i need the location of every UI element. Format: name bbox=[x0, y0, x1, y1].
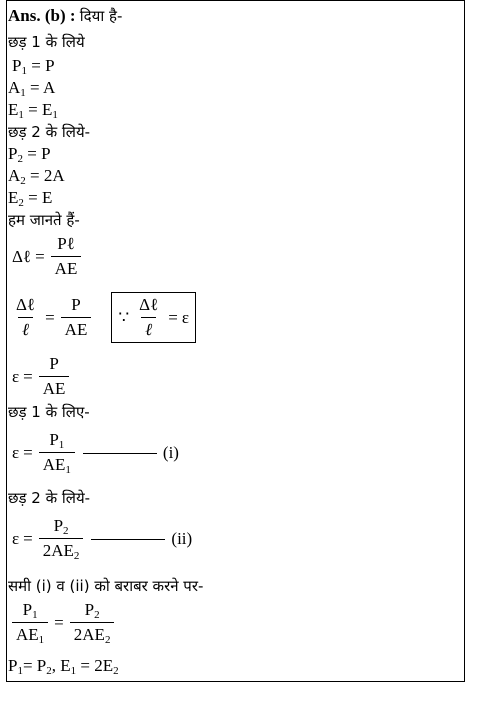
a-symbol: A bbox=[8, 166, 21, 185]
e-symbol: E bbox=[8, 188, 19, 207]
rod2-p-line bbox=[8, 144, 51, 164]
equals: = bbox=[23, 528, 33, 548]
equated-formula bbox=[10, 600, 116, 645]
sub-1: 1 bbox=[58, 439, 65, 451]
rod2-e-line bbox=[8, 188, 52, 208]
strain-formula bbox=[10, 292, 196, 343]
rod1-a-line bbox=[8, 78, 55, 98]
equals: = bbox=[31, 56, 41, 75]
numerator bbox=[50, 516, 73, 538]
sub-2: 2 bbox=[17, 153, 23, 165]
sub-2: 2 bbox=[18, 197, 24, 209]
denominator: ℓ bbox=[141, 317, 156, 340]
equation-label-i: (i) bbox=[162, 442, 179, 462]
rod1-strain-eq bbox=[12, 430, 179, 475]
equals: = bbox=[28, 100, 38, 119]
fraction bbox=[12, 600, 48, 645]
ae-symbol: 2AE bbox=[73, 625, 105, 644]
rod1-p-line bbox=[12, 56, 55, 76]
equals-p: = P bbox=[22, 656, 47, 675]
fraction bbox=[51, 234, 82, 279]
sub-2: 2 bbox=[73, 550, 80, 562]
dash-line bbox=[83, 452, 157, 454]
fraction bbox=[39, 354, 70, 399]
answer-header bbox=[8, 6, 122, 26]
since-symbol: ∵ bbox=[118, 307, 130, 327]
strain-definition-box bbox=[111, 292, 196, 343]
equals: = bbox=[23, 366, 33, 386]
sub-2: 2 bbox=[94, 609, 100, 621]
e-symbol: , E bbox=[51, 656, 71, 675]
dash-line bbox=[91, 538, 165, 540]
ae-symbol: AE bbox=[42, 455, 66, 474]
numerator: Pℓ bbox=[57, 234, 75, 253]
equals: = bbox=[168, 307, 178, 327]
we-know-text: हम जानते हैं- bbox=[8, 211, 80, 229]
sub-2: 2 bbox=[63, 525, 69, 537]
sub-1: 1 bbox=[20, 87, 26, 99]
sub-1: 1 bbox=[32, 609, 38, 621]
fraction bbox=[70, 600, 115, 645]
rod1-for-text: छड़ 1 के लिए- bbox=[8, 403, 90, 421]
denominator: AE bbox=[39, 376, 70, 399]
denominator bbox=[12, 622, 48, 645]
numerator: Δℓ bbox=[139, 295, 159, 314]
epsilon: ε bbox=[181, 307, 189, 327]
sub-2: 2 bbox=[113, 665, 119, 677]
equals: = bbox=[23, 442, 33, 462]
p-symbol: P bbox=[8, 656, 18, 675]
sub-1: 1 bbox=[52, 109, 58, 121]
rod2-for-text: छड़ 2 के लिये- bbox=[8, 489, 91, 507]
rod2-a-line bbox=[8, 166, 65, 186]
epsilon: ε bbox=[12, 528, 20, 548]
p-symbol: P bbox=[12, 56, 22, 75]
final-result bbox=[8, 656, 119, 676]
equation-label-ii: (ii) bbox=[171, 528, 193, 548]
sub-2: 2 bbox=[104, 634, 111, 646]
equals: = bbox=[30, 78, 40, 97]
sub-2: 2 bbox=[20, 175, 26, 187]
p-value: P bbox=[45, 56, 55, 75]
numerator: P bbox=[71, 295, 81, 314]
e-value: E bbox=[41, 188, 53, 207]
p-symbol: P bbox=[84, 600, 95, 619]
fraction bbox=[61, 295, 92, 340]
equals: = bbox=[54, 612, 64, 632]
rod2-strain-eq bbox=[12, 516, 192, 561]
answer-label: Ans. (b) : bbox=[8, 6, 76, 25]
rod1-e-line bbox=[8, 100, 58, 120]
fraction bbox=[39, 430, 75, 475]
ae-symbol: 2AE bbox=[42, 541, 74, 560]
e-symbol: E bbox=[8, 100, 19, 119]
sub-2: 2 bbox=[46, 665, 52, 677]
equate-text: समी (i) व (ii) को बराबर करने पर- bbox=[8, 577, 204, 595]
a-symbol: A bbox=[8, 78, 21, 97]
elongation-formula bbox=[12, 234, 83, 279]
fraction bbox=[12, 295, 39, 340]
p-symbol: P bbox=[8, 144, 18, 163]
p-symbol: P bbox=[22, 600, 33, 619]
p-symbol: P bbox=[49, 430, 59, 449]
e-value: E bbox=[41, 100, 53, 119]
epsilon: ε bbox=[12, 366, 20, 386]
delta-l: Δℓ bbox=[12, 246, 32, 266]
numerator: P bbox=[49, 354, 59, 373]
rod2-heading: छड़ 2 के लिये- bbox=[8, 123, 91, 141]
numerator: Δℓ bbox=[16, 295, 36, 314]
equals: = bbox=[45, 307, 55, 327]
sub-1: 1 bbox=[21, 65, 27, 77]
p-symbol: P bbox=[53, 516, 64, 535]
equals: = bbox=[35, 246, 45, 266]
numerator bbox=[19, 600, 42, 622]
equals: = bbox=[30, 166, 40, 185]
numerator bbox=[81, 600, 104, 622]
equals: = bbox=[27, 144, 37, 163]
numerator bbox=[45, 430, 68, 452]
rod1-heading: छड़ 1 के लिये bbox=[8, 33, 85, 51]
equals: = bbox=[28, 188, 38, 207]
fraction bbox=[39, 516, 84, 561]
a-value: A bbox=[42, 78, 56, 97]
denominator bbox=[39, 452, 75, 475]
p-value: P bbox=[41, 144, 51, 163]
denominator: AE bbox=[61, 317, 92, 340]
strain-equals-formula bbox=[12, 354, 71, 399]
fraction bbox=[135, 295, 162, 340]
sub-1: 1 bbox=[70, 665, 77, 677]
denominator bbox=[70, 622, 115, 645]
given-text: दिया है- bbox=[79, 7, 123, 25]
equals-2e: = 2E bbox=[80, 656, 114, 675]
ae-symbol: AE bbox=[16, 625, 39, 644]
sub-1: 1 bbox=[38, 634, 45, 646]
denominator: ℓ bbox=[18, 317, 33, 340]
sub-1: 1 bbox=[17, 665, 23, 677]
denominator bbox=[39, 538, 84, 561]
denominator: AE bbox=[51, 256, 82, 279]
a-value: 2A bbox=[43, 166, 65, 185]
sub-1: 1 bbox=[65, 464, 71, 476]
sub-1: 1 bbox=[18, 109, 24, 121]
epsilon: ε bbox=[12, 442, 20, 462]
